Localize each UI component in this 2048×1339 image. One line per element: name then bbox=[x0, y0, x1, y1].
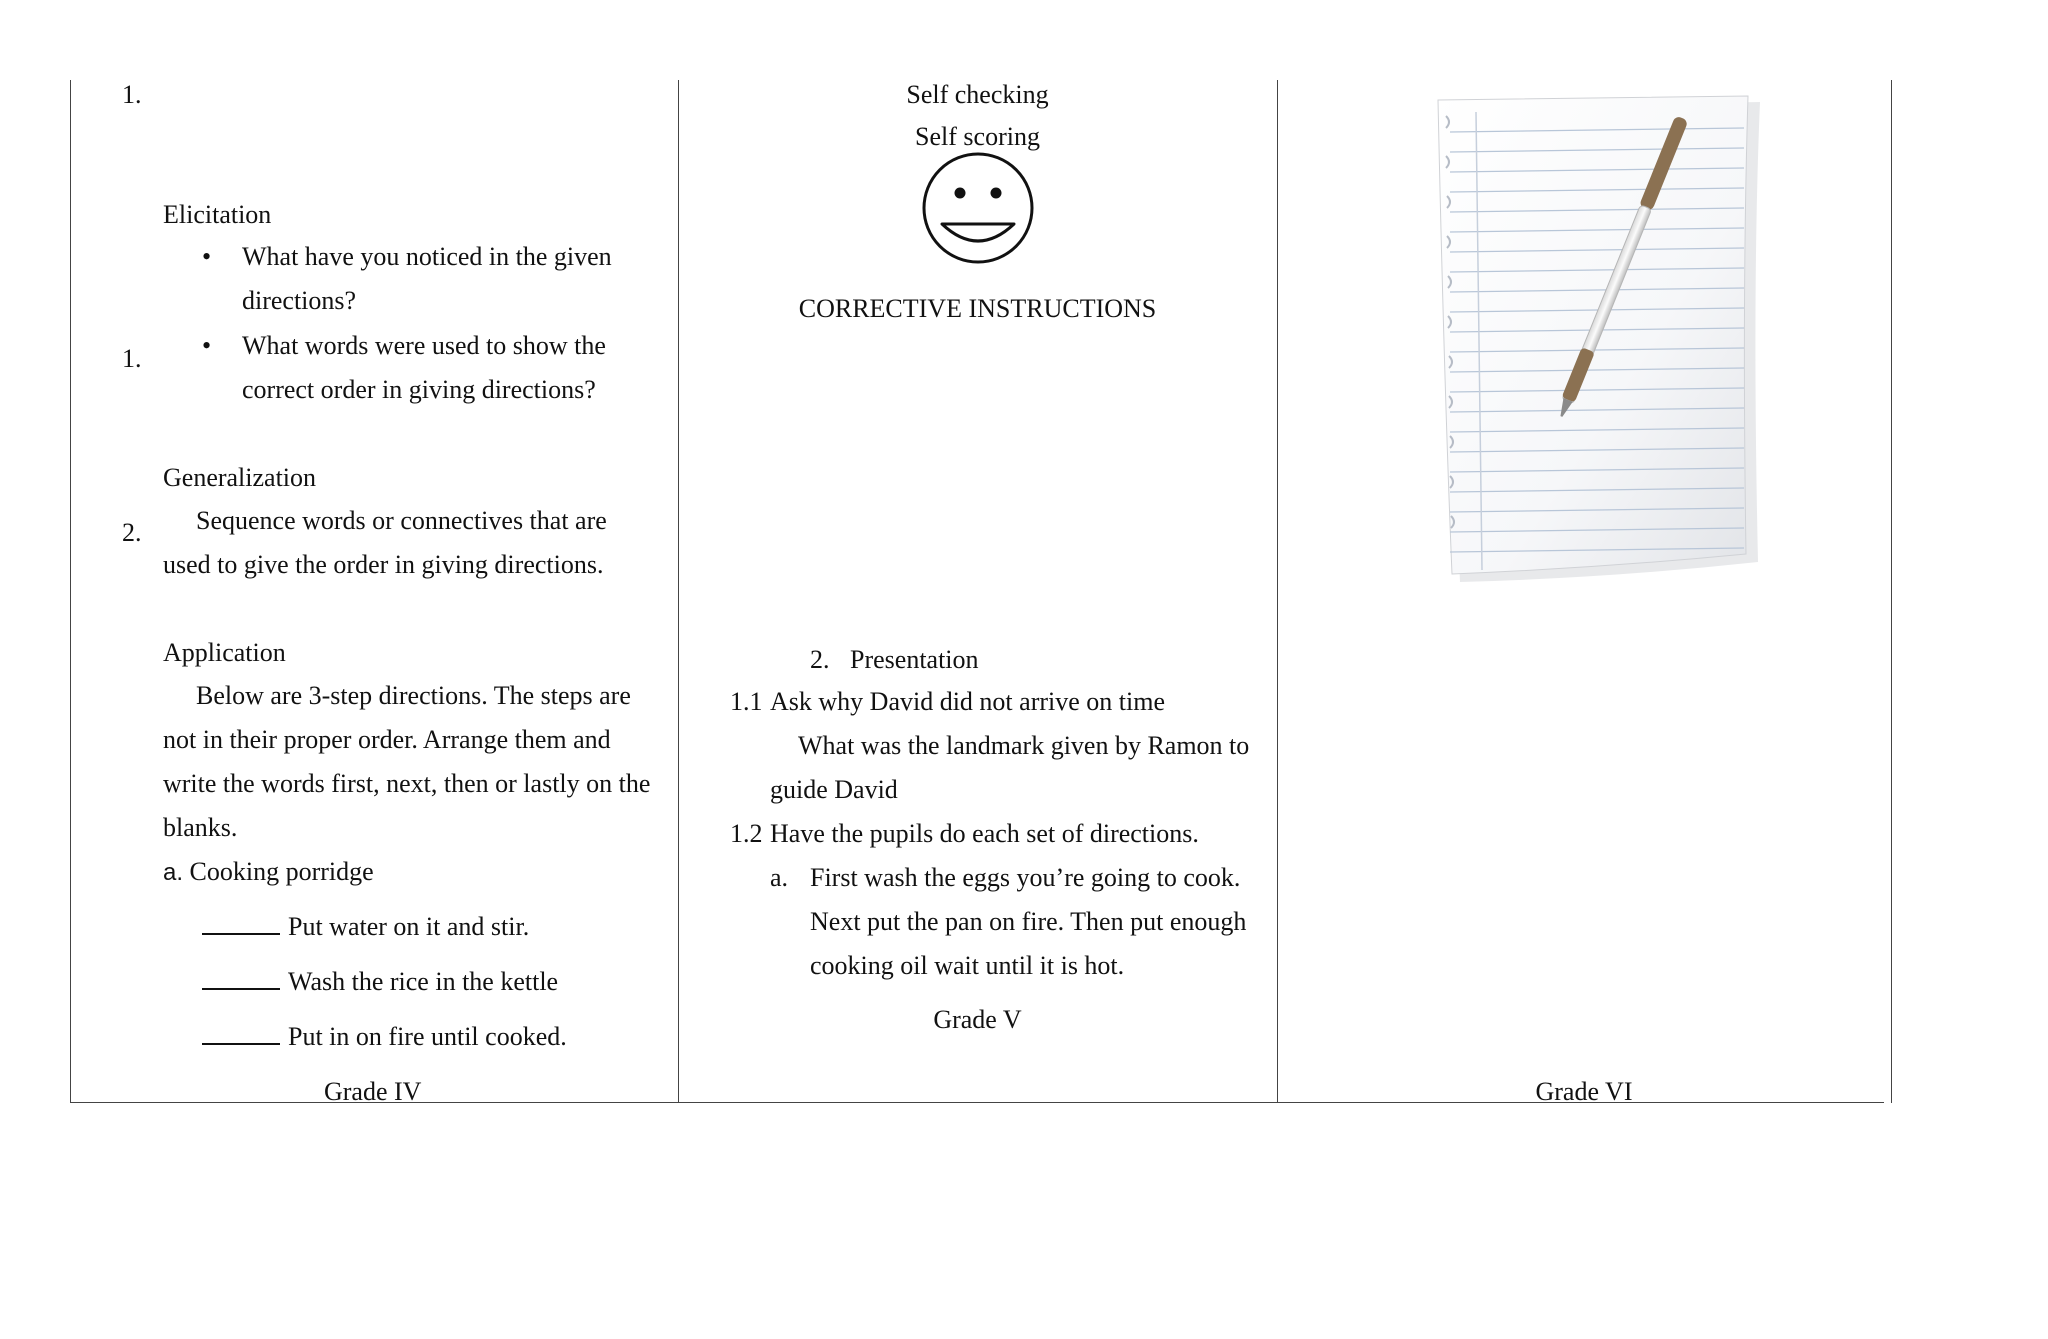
answer-blank bbox=[202, 968, 280, 990]
list-letter: a. bbox=[770, 863, 789, 892]
column-footer: Grade V bbox=[933, 1005, 1022, 1034]
table-divider-1 bbox=[678, 80, 679, 1103]
bullet-text: correct order in giving directions? bbox=[242, 375, 596, 404]
paragraph-line: First wash the eggs you’re going to cook. bbox=[810, 863, 1241, 892]
list-number: 2. bbox=[122, 518, 142, 547]
bullet-mark: • bbox=[202, 242, 212, 271]
column-footer: Grade VI bbox=[1535, 1077, 1633, 1106]
paragraph-line: write the words first, next, then or lastly on the bbox=[163, 769, 651, 798]
application-heading: Application bbox=[163, 638, 286, 667]
paragraph-line: blanks. bbox=[163, 813, 238, 842]
paragraph-line: cooking oil wait until it is hot. bbox=[810, 951, 1125, 980]
list-number: 1. bbox=[122, 80, 142, 109]
bullet-text: What words were used to show the bbox=[242, 331, 606, 360]
paragraph-line: Sequence words or connectives that are bbox=[196, 506, 607, 535]
answer-blank bbox=[202, 913, 280, 935]
list-number: 1.1 bbox=[730, 687, 763, 716]
paragraph-line: Ask why David did not arrive on time bbox=[770, 687, 1165, 716]
paragraph-line: Next put the pan on fire. Then put enough bbox=[810, 907, 1247, 936]
presentation-heading: Presentation bbox=[850, 645, 979, 674]
blank-step bbox=[202, 1015, 567, 1059]
table-border-right bbox=[1891, 80, 1892, 1103]
blank-step bbox=[202, 960, 558, 1004]
step-text: Put water on it and stir. bbox=[288, 912, 530, 941]
paragraph-line: What was the landmark given by Ramon to bbox=[798, 731, 1250, 760]
bullet-text: directions? bbox=[242, 286, 357, 315]
elicitation-heading: Elicitation bbox=[163, 200, 272, 229]
answer-blank bbox=[202, 1023, 280, 1045]
table-border-left bbox=[70, 80, 71, 1103]
paragraph-line: Have the pupils do each set of directions. bbox=[770, 819, 1199, 848]
self-scoring-label: Self scoring bbox=[915, 122, 1040, 151]
table-divider-2 bbox=[1277, 80, 1278, 1103]
paragraph-line: used to give the order in giving directions. bbox=[163, 550, 604, 579]
self-checking-label: Self checking bbox=[906, 80, 1049, 109]
bullet-text: What have you noticed in the given bbox=[242, 242, 612, 271]
exercise-title-text: Cooking porridge bbox=[189, 857, 374, 886]
list-number: 2. bbox=[810, 645, 830, 674]
blank-step bbox=[202, 905, 529, 949]
list-number: 1. bbox=[122, 344, 142, 373]
step-text: Wash the rice in the kettle bbox=[288, 967, 559, 996]
exercise-title bbox=[163, 850, 374, 895]
exercise-prefix: a. bbox=[163, 859, 184, 886]
corrective-instructions-heading: CORRECTIVE INSTRUCTIONS bbox=[798, 294, 1157, 323]
paper-and-pen-icon bbox=[1410, 92, 1770, 592]
generalization-heading: Generalization bbox=[163, 463, 317, 492]
step-text: Put in on fire until cooked. bbox=[288, 1022, 567, 1051]
paragraph-line: not in their proper order. Arrange them and bbox=[163, 725, 611, 754]
column-footer: Grade IV bbox=[324, 1077, 422, 1106]
paragraph-line: guide David bbox=[770, 775, 898, 804]
list-number: 1.2 bbox=[730, 819, 763, 848]
bullet-mark: • bbox=[202, 331, 212, 360]
smiley-face-icon bbox=[920, 150, 1036, 266]
paragraph-line: Below are 3-step directions. The steps are bbox=[196, 681, 631, 710]
